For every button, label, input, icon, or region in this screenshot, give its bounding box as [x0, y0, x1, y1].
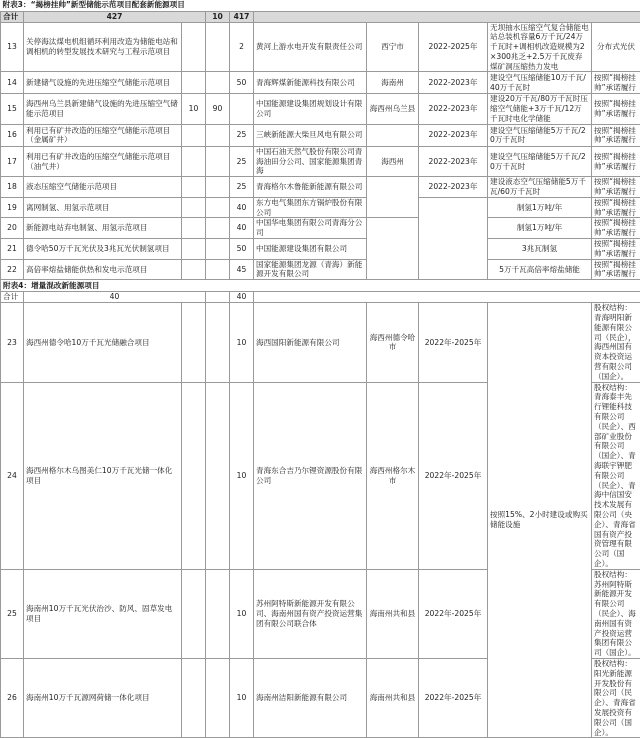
requirement: 按照15%、2小时建设或购买储能设施: [488, 303, 592, 738]
value-a: [182, 124, 206, 146]
company-name: 海南州洁阳新能源有限公司: [254, 658, 367, 737]
company-name: 黄河上游水电开发有限责任公司: [254, 22, 367, 72]
value-b: [206, 382, 230, 569]
row-number: 26: [1, 658, 24, 737]
location: [367, 124, 419, 146]
table4-heading: 附表4：增量混改新能源项目: [1, 280, 640, 292]
value-b: [206, 22, 230, 72]
period: [419, 197, 488, 279]
project-name: 关停海汰煤电机组循环利用改造为储能电站和调相机的转型发展技术研究与工程示范项目: [24, 22, 182, 72]
construction-scale: 制氢1万吨/年: [488, 197, 592, 218]
requirement: 按照“揭榜挂帅”承诺履行: [592, 177, 640, 198]
company-name: 青海东合吉乃尔锂资源股份有限公司: [254, 382, 367, 569]
value-a: [182, 72, 206, 94]
row-number: 20: [1, 218, 24, 239]
table-row: [1, 218, 640, 239]
project-name: 海西州乌兰县新建储气设施的先进压缩空气储能示范项目: [24, 94, 182, 124]
period: 2022年-2025年: [419, 569, 488, 658]
construction-scale: 建设液态空气压缩储能5万千瓦/60万千瓦时: [488, 177, 592, 198]
value-b: [206, 146, 230, 176]
value-c: 10: [230, 303, 254, 382]
value-b: [206, 72, 230, 94]
location: 海西州德令哈市: [367, 303, 419, 382]
value-c: 45: [230, 259, 254, 280]
value-c: 25: [230, 177, 254, 198]
table4-total-row: [1, 292, 640, 303]
location: [367, 218, 419, 280]
value-b: [206, 303, 230, 382]
value-a: [182, 658, 206, 737]
value-b: [206, 218, 230, 239]
company-name: 三峡新能源大柴旦风电有限公司: [254, 124, 367, 146]
location: 海西州格尔木市: [367, 382, 419, 569]
project-name: 离网制氢、用氢示范项目: [24, 197, 182, 218]
total-b: [206, 292, 230, 303]
period: 2022-2023年: [419, 177, 488, 198]
construction-scale: 建设空气压缩储能5万千瓦/20万千瓦时: [488, 146, 592, 176]
period: 2022年-2025年: [419, 382, 488, 569]
company-name: 中国石油天然气股份有限公司青海油田分公司、国家能源集团青海: [254, 146, 367, 176]
value-a: [182, 303, 206, 382]
value-a: [182, 22, 206, 72]
project-name: 德令哈50万千瓦光伏及3兆瓦光伏制氢项目: [24, 239, 182, 260]
period: 2022年-2025年: [419, 658, 488, 737]
construction-scale: 建设20万千瓦/80万千瓦时压缩空气储能+3万千瓦/12万千瓦时电化学储能: [488, 94, 592, 124]
project-name: 新建储气设施的先进压缩空气储能示范项目: [24, 72, 182, 94]
value-c: 25: [230, 146, 254, 176]
value-c: [230, 94, 254, 124]
construction-scale: 建设空气压缩储能10万千瓦/40万千瓦时: [488, 72, 592, 94]
total-label: 合计: [1, 292, 24, 303]
value-c: 40: [230, 218, 254, 239]
value-b: [206, 259, 230, 280]
total-label: 合计: [1, 11, 24, 22]
row-number: 19: [1, 197, 24, 218]
equity-structure: 股权结构：青海泰丰先行锂能科技有限公司（民企）、西部矿业股份有限公司（国企）、青海联宇钾肥有限公司（民企）、青海中信国安技术发展有限公司（央企）、青海省国有资产投资管理有限公司（国企）。: [592, 382, 640, 569]
value-a: [182, 146, 206, 176]
row-number: 21: [1, 239, 24, 260]
table-row: [1, 303, 640, 382]
table-row: [1, 94, 640, 124]
value-c: 25: [230, 124, 254, 146]
value-b: [206, 197, 230, 218]
row-number: 18: [1, 177, 24, 198]
table-row: [1, 259, 640, 280]
construction-scale: 无坝抽水压缩空气复合储能电站总装机容量6万千瓦/24万千瓦时+调相机改造规模为2×300兆乏+2.5万千瓦废弃煤矿洞压缩热力发电: [488, 22, 592, 72]
project-name: 海南州10万千瓦光伏治沙、防风、固草发电项目: [24, 569, 182, 658]
period: 2022-2023年: [419, 124, 488, 146]
period: 2022年-2025年: [419, 303, 488, 382]
period: 2022-2023年: [419, 94, 488, 124]
location: 海西州: [367, 146, 419, 176]
value-a: [182, 218, 206, 239]
project-name: 海西州德令哈10万千瓦光储融合项目: [24, 303, 182, 382]
period: 2022-2023年: [419, 72, 488, 94]
location: 海南州共和县: [367, 569, 419, 658]
table-row: [1, 124, 640, 146]
row-number: 13: [1, 22, 24, 72]
company-name: 东方电气集团东方锅炉股份有限公司: [254, 197, 367, 218]
requirement: 分布式光伏: [592, 22, 640, 72]
row-number: 22: [1, 259, 24, 280]
value-b: [206, 658, 230, 737]
company-name: 中国华电集团有限公司青海分公司: [254, 218, 367, 239]
value-c: 10: [230, 658, 254, 737]
requirement: 按照“揭榜挂帅”承诺履行: [592, 94, 640, 124]
total-c: 417: [230, 11, 254, 22]
table-row: [1, 177, 640, 198]
period: 2022-2025年: [419, 22, 488, 72]
value-a: [182, 239, 206, 260]
row-number: 17: [1, 146, 24, 176]
total-a: 40: [24, 292, 206, 303]
table-row: [1, 239, 640, 260]
period: 2022-2023年: [419, 146, 488, 176]
equity-structure: 股权结构：苏州阿特斯新能源开发有限公司（民企）、海南州国有资产投资运营集团有限公司（国企）。: [592, 569, 640, 658]
value-c: 50: [230, 239, 254, 260]
location: 西宁市: [367, 22, 419, 72]
location: 海西州乌兰县: [367, 94, 419, 124]
requirement: 按照“揭榜挂帅”承诺履行: [592, 259, 640, 280]
value-c: 2: [230, 22, 254, 72]
value-a: [182, 197, 206, 218]
table3-heading: 附表3：“揭榜挂帅”新型储能示范项目配套新能源项目: [1, 0, 640, 11]
equity-structure: 股权结构：阳光新能源开发股份有限公司（民企）、青海省发展投资有限公司（国企）。: [592, 658, 640, 737]
row-number: 23: [1, 303, 24, 382]
requirement: 按照“揭榜挂帅”承诺履行: [592, 146, 640, 176]
value-c: 10: [230, 569, 254, 658]
location: 海南州: [367, 72, 419, 94]
company-name: 青海格尔木鲁能新能源有限公司: [254, 177, 367, 198]
company-name: 海西国阳新能源有限公司: [254, 303, 367, 382]
project-name: 利用已有矿井改造的压缩空气储能示范项目（油气井）: [24, 146, 182, 176]
row-number: 24: [1, 382, 24, 569]
requirement: 按照“揭榜挂帅”承诺履行: [592, 197, 640, 218]
project-name: 利用已有矿井改造的压缩空气储能示范项目（金属矿井）: [24, 124, 182, 146]
value-b: [206, 124, 230, 146]
value-c: 50: [230, 72, 254, 94]
table-row: [1, 146, 640, 176]
company-name: 苏州阿特斯新能源开发有限公司、海南州国有资产投资运营集团有限公司联合体: [254, 569, 367, 658]
value-a: [182, 382, 206, 569]
project-name: 新能源电站弃电制氢、用氢示范项目: [24, 218, 182, 239]
row-number: 25: [1, 569, 24, 658]
construction-scale: 建设空气压缩储能5万千瓦/20万千瓦时: [488, 124, 592, 146]
total-b: 10: [206, 11, 230, 22]
project-name: 高倍率熔盐储能供热和发电示范项目: [24, 259, 182, 280]
requirement: 按照“揭榜挂帅”承诺履行: [592, 72, 640, 94]
total-c: 40: [230, 292, 254, 303]
table-row: [1, 22, 640, 72]
construction-scale: 3兆瓦制氢: [488, 239, 592, 260]
company-name: 国家能源集团龙源（青海）新能源开发有限公司: [254, 259, 367, 280]
project-name: 液态压缩空气储能示范项目: [24, 177, 182, 198]
value-c: 10: [230, 382, 254, 569]
value-b: [206, 239, 230, 260]
value-b: 90: [206, 94, 230, 124]
company-name: 中国能源建设集团规划设计有限公司: [254, 94, 367, 124]
total-a: 427: [24, 11, 206, 22]
row-number: 15: [1, 94, 24, 124]
construction-scale: 制氢1万吨/年: [488, 218, 592, 239]
value-b: [206, 177, 230, 198]
value-c: 40: [230, 197, 254, 218]
value-a: [182, 569, 206, 658]
project-name: 海西州格尔木乌图美仁10万千瓦光储一体化项目: [24, 382, 182, 569]
equity-structure: 股权结构：青海明阳新能源有限公司（民企），海西州国有资本投资运营有限公司（国企）。: [592, 303, 640, 382]
row-number: 14: [1, 72, 24, 94]
table-row: [1, 72, 640, 94]
table3-total-row: [1, 11, 640, 22]
location: [367, 177, 419, 218]
location: 海南州共和县: [367, 658, 419, 737]
requirement: 按照“揭榜挂帅”承诺履行: [592, 218, 640, 239]
value-b: [206, 569, 230, 658]
requirement: 按照“揭榜挂帅”承诺履行: [592, 239, 640, 260]
company-name: 青海辉煤新能源科技有限公司: [254, 72, 367, 94]
project-name: 海南州10万千瓦源网荷储一体化项目: [24, 658, 182, 737]
row-number: 16: [1, 124, 24, 146]
table-row: [1, 197, 640, 218]
construction-scale: 5万千瓦高倍率熔盐储能: [488, 259, 592, 280]
value-a: [182, 177, 206, 198]
value-a: 10: [182, 94, 206, 124]
company-name: 中国能源建设集团有限公司: [254, 239, 367, 260]
value-a: [182, 259, 206, 280]
requirement: 按照“揭榜挂帅”承诺履行: [592, 124, 640, 146]
